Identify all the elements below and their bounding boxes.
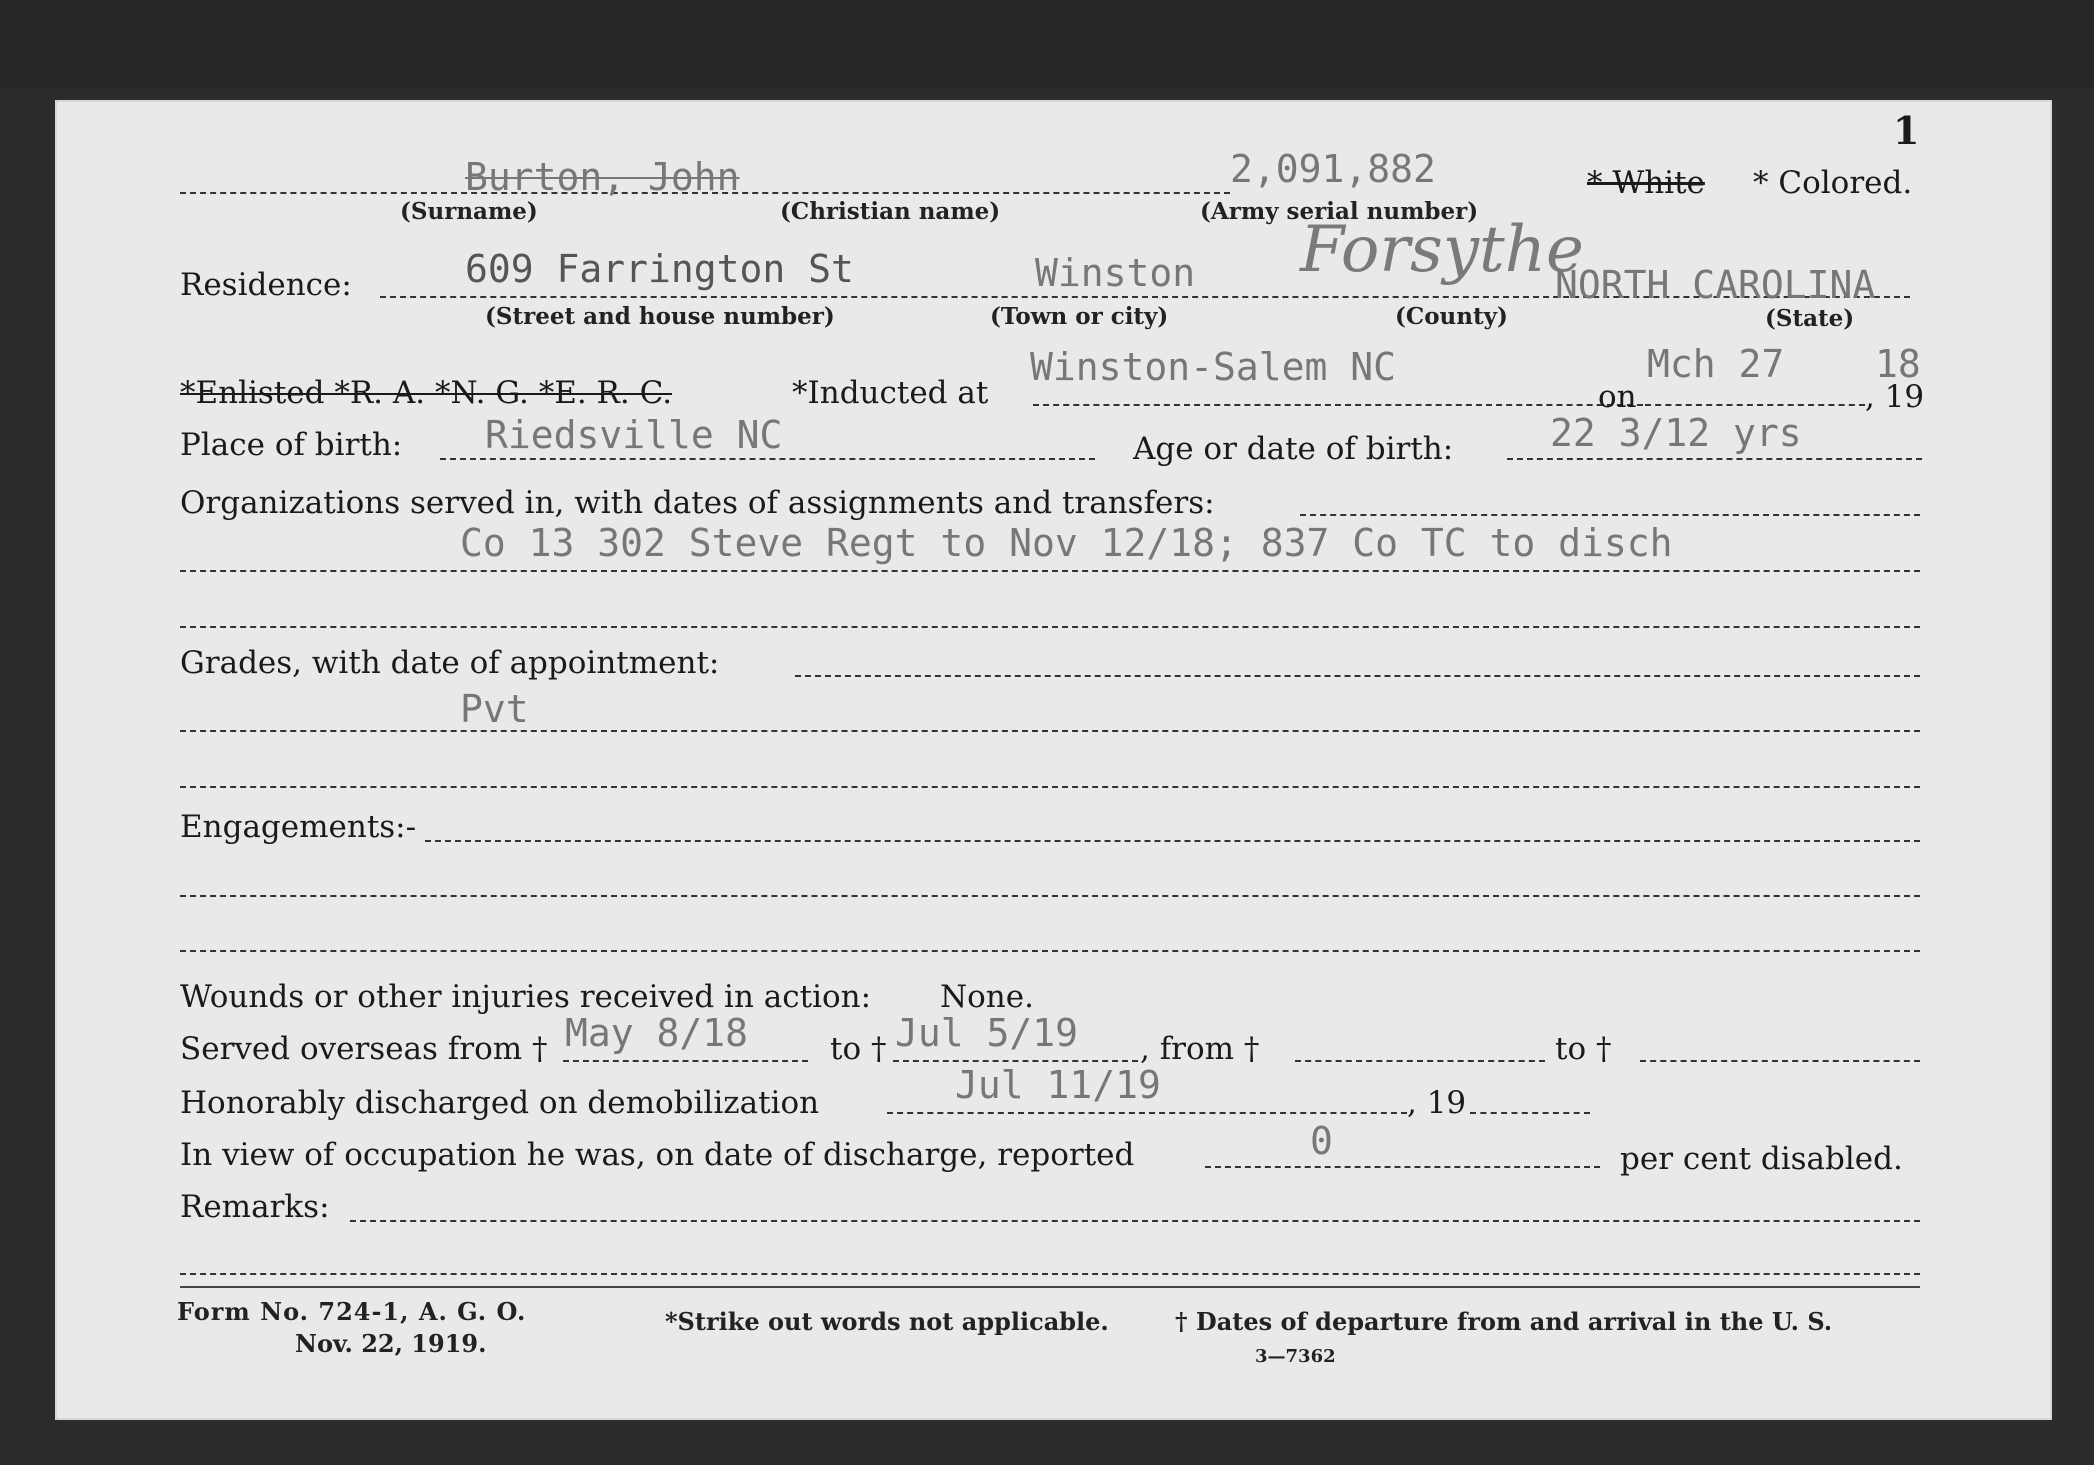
army-serial-caption: (Army serial number) bbox=[1200, 198, 1479, 225]
on-label: on bbox=[1598, 379, 1637, 415]
serial-number-value: 2,091,882 bbox=[1230, 147, 1436, 191]
organizations-line-3 bbox=[180, 626, 1920, 628]
induction-year-prefix: , 19 bbox=[1865, 379, 1925, 415]
induction-date: Mch 27 bbox=[1647, 342, 1785, 386]
footer-rule bbox=[180, 1286, 1920, 1288]
place-of-birth-label: Place of birth: bbox=[180, 427, 403, 463]
residence-state: NORTH CAROLINA bbox=[1555, 263, 1876, 307]
age-line bbox=[1507, 458, 1922, 460]
inducted-label: *Inducted at bbox=[792, 375, 989, 411]
grades-line-1 bbox=[795, 675, 1920, 677]
organizations-label: Organizations served in, with dates of assignments and transfers: bbox=[180, 485, 1215, 521]
discharge-year-prefix: , 19 bbox=[1407, 1085, 1467, 1121]
dates-note: † Dates of departure from and arrival in the U. S. bbox=[1175, 1307, 1833, 1336]
disability-line bbox=[1205, 1166, 1600, 1168]
residence-street: 609 Farrington St bbox=[465, 247, 854, 291]
overseas-from-line bbox=[563, 1060, 808, 1062]
remarks-line-1 bbox=[350, 1220, 1920, 1222]
overseas-to2-line bbox=[1640, 1060, 1920, 1062]
discharge-year-line bbox=[1470, 1112, 1590, 1114]
surname-caption: (Surname) bbox=[400, 198, 538, 225]
grades-value: Pvt bbox=[460, 687, 529, 731]
induction-date-line bbox=[1645, 404, 1865, 406]
age-label: Age or date of birth: bbox=[1133, 431, 1454, 467]
discharge-label: Honorably discharged on demobilization bbox=[180, 1085, 820, 1121]
engagements-line-1 bbox=[425, 840, 1920, 842]
disability-suffix: per cent disabled. bbox=[1620, 1141, 1903, 1177]
form-number: Form No. 724-1, A. G. O. bbox=[177, 1297, 527, 1326]
wounds-label: Wounds or other injuries received in action: bbox=[180, 979, 872, 1015]
age-value: 22 3/12 yrs bbox=[1550, 411, 1802, 455]
inducted-place: Winston-Salem NC bbox=[1030, 345, 1397, 389]
organizations-line-1 bbox=[1300, 514, 1920, 516]
overseas-to-label: to † bbox=[830, 1031, 887, 1067]
overseas-to-line bbox=[893, 1060, 1138, 1062]
overseas-label: Served overseas from † bbox=[180, 1031, 548, 1067]
residence-town: Winston bbox=[1035, 251, 1196, 295]
residence-county-handwritten: Forsythe bbox=[1300, 213, 1584, 287]
overseas-to2-label: to † bbox=[1555, 1031, 1612, 1067]
discharge-date-line bbox=[887, 1112, 1407, 1114]
wounds-value: None. bbox=[940, 979, 1034, 1015]
street-caption: (Street and house number) bbox=[485, 303, 835, 330]
form-date: Nov. 22, 1919. bbox=[295, 1329, 487, 1358]
race-white-struck: * White bbox=[1587, 165, 1705, 201]
strike-note: *Strike out words not applicable. bbox=[665, 1307, 1109, 1336]
residence-label: Residence: bbox=[180, 267, 352, 303]
overseas-from2-label: , from † bbox=[1140, 1031, 1260, 1067]
disability-value: 0 bbox=[1310, 1119, 1333, 1163]
disability-label: In view of occupation he was, on date of discharge, reported bbox=[180, 1137, 1135, 1173]
engagements-label: Engagements:- bbox=[180, 809, 417, 845]
engagements-line-2 bbox=[180, 895, 1920, 897]
overseas-from-date: May 8/18 bbox=[565, 1011, 749, 1055]
remarks-line-2 bbox=[180, 1273, 1920, 1275]
discharge-date: Jul 11/19 bbox=[955, 1063, 1161, 1107]
race-colored: * Colored. bbox=[1753, 165, 1913, 201]
scan-background-band bbox=[0, 0, 2094, 88]
overseas-from2-line bbox=[1295, 1060, 1545, 1062]
induction-year: 18 bbox=[1875, 342, 1921, 386]
organizations-value: Co 13 302 Steve Regt to Nov 12/18; 837 Co TC to disch bbox=[460, 521, 1673, 565]
grades-line-3 bbox=[180, 786, 1920, 788]
engagements-line-3 bbox=[180, 950, 1920, 952]
state-caption: (State) bbox=[1765, 305, 1855, 332]
grades-label: Grades, with date of appointment: bbox=[180, 645, 720, 681]
card-number: 1 bbox=[1893, 108, 1920, 153]
enlistment-struck-options: *Enlisted *R. A. *N. G. *E. R. C. bbox=[180, 375, 673, 411]
town-caption: (Town or city) bbox=[990, 303, 1169, 330]
name-value: Burton, John bbox=[465, 155, 740, 199]
place-of-birth-value: Riedsville NC bbox=[485, 413, 783, 457]
remarks-label: Remarks: bbox=[180, 1189, 330, 1225]
service-record-card bbox=[55, 100, 2052, 1420]
place-of-birth-line bbox=[440, 458, 1095, 460]
overseas-to-date: Jul 5/19 bbox=[895, 1011, 1079, 1055]
christian-name-caption: (Christian name) bbox=[780, 198, 1001, 225]
organizations-line-2 bbox=[180, 570, 1920, 572]
inducted-place-line bbox=[1033, 404, 1643, 406]
grades-line-2 bbox=[180, 730, 1920, 732]
print-code: 3—7362 bbox=[1255, 1346, 1336, 1367]
county-caption: (County) bbox=[1395, 303, 1508, 330]
